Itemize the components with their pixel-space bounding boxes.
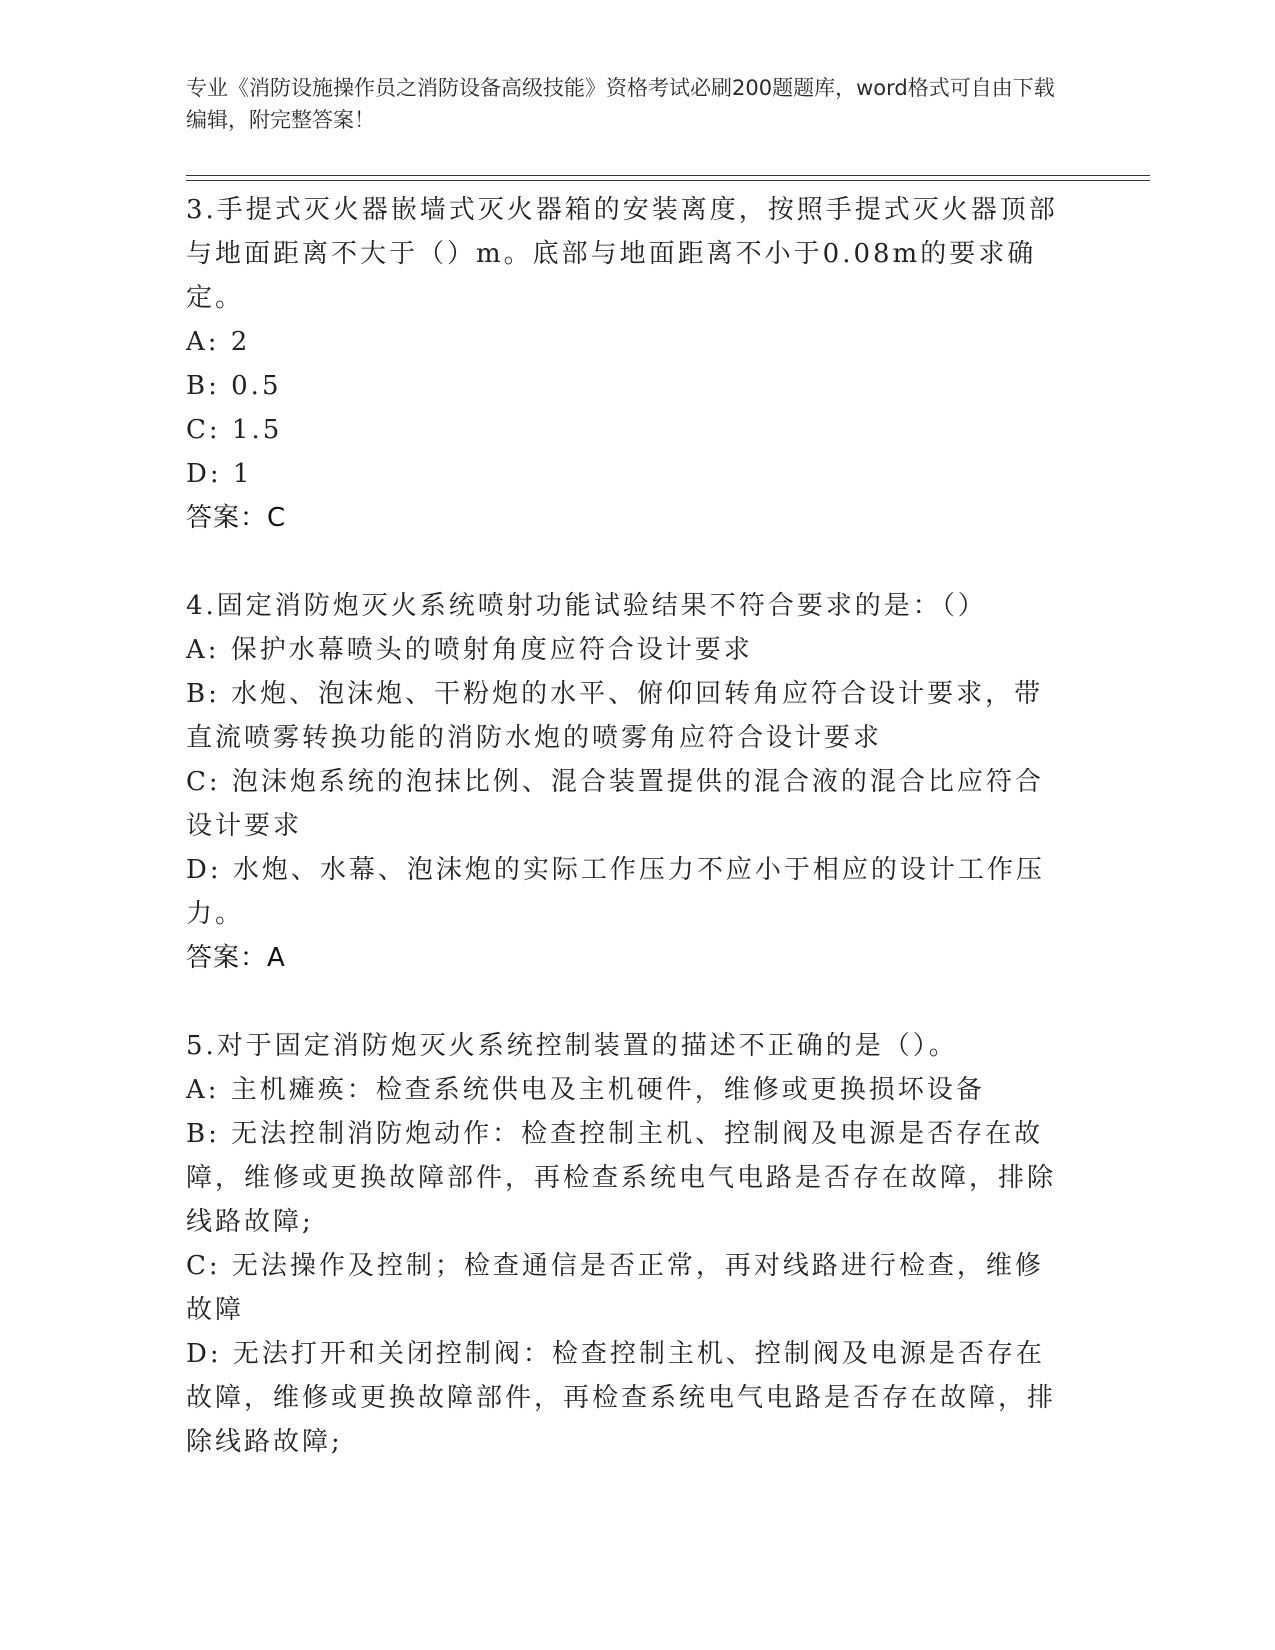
question-stem: 4.固定消防炮灭火系统喷射功能试验结果不符合要求的是：（） [186, 591, 987, 621]
option-b: B: 水炮、泡沫炮、干粉炮的水平、俯仰回转角应符合设计要求，带直流喷雾转换功能的消防水炮的喷雾角应符合设计要求 [186, 679, 1044, 753]
option-b: B: 无法控制消防炮动作：检查控制主机、控制阀及电源是否存在故障，维修或更换故障部件，再检查系统电气电路是否存在故障，排除线路故障; [186, 1119, 1057, 1237]
document-header [186, 72, 1066, 136]
option-a: A: 2 [186, 327, 251, 357]
header-text: 专业《消防设施操作员之消防设备高级技能》资格考试必刷200题题库，word格式可自由下载编辑，附完整答案！ [186, 76, 1055, 132]
answer: 答案：C [186, 503, 287, 533]
header-divider-top [186, 175, 1150, 176]
header-divider-bottom [186, 180, 1150, 181]
option-d: D: 1 [186, 459, 253, 489]
question-5 [186, 1024, 1066, 1464]
answer: 答案：A [186, 943, 286, 973]
option-c: C: 泡沫炮系统的泡抹比例、混合装置提供的混合液的混合比应符合设计要求 [186, 767, 1044, 841]
option-d: D: 水炮、水幕、泡沫炮的实际工作压力不应小于相应的设计工作压力。 [186, 855, 1045, 929]
option-b: B: 0.5 [186, 371, 282, 401]
option-a: A: 主机瘫痪：检查系统供电及主机硬件，维修或更换损坏设备 [186, 1075, 985, 1105]
question-stem: 3.手提式灭火器嵌墙式灭火器箱的安装离度，按照手提式灭火器顶部与地面距离不大于（）m。底部与地面距离不小于0.08m的要求确定。 [186, 195, 1058, 313]
spacer [186, 540, 1066, 584]
question-stem: 5.对于固定消防炮灭火系统控制装置的描述不正确的是（）。 [186, 1031, 958, 1061]
question-4 [186, 584, 1066, 980]
spacer [186, 980, 1066, 1024]
option-c: C: 1.5 [186, 415, 283, 445]
option-a: A: 保护水幕喷头的喷射角度应符合设计要求 [186, 635, 753, 665]
option-c: C: 无法操作及控制；检查通信是否正常，再对线路进行检查，维修故障 [186, 1251, 1044, 1325]
question-3 [186, 188, 1066, 540]
question-list [186, 188, 1066, 1464]
option-d: D: 无法打开和关闭控制阀：检查控制主机、控制阀及电源是否存在故障，维修或更换故障部件，再检查系统电气电路是否存在故障，排除线路故障; [186, 1339, 1057, 1457]
